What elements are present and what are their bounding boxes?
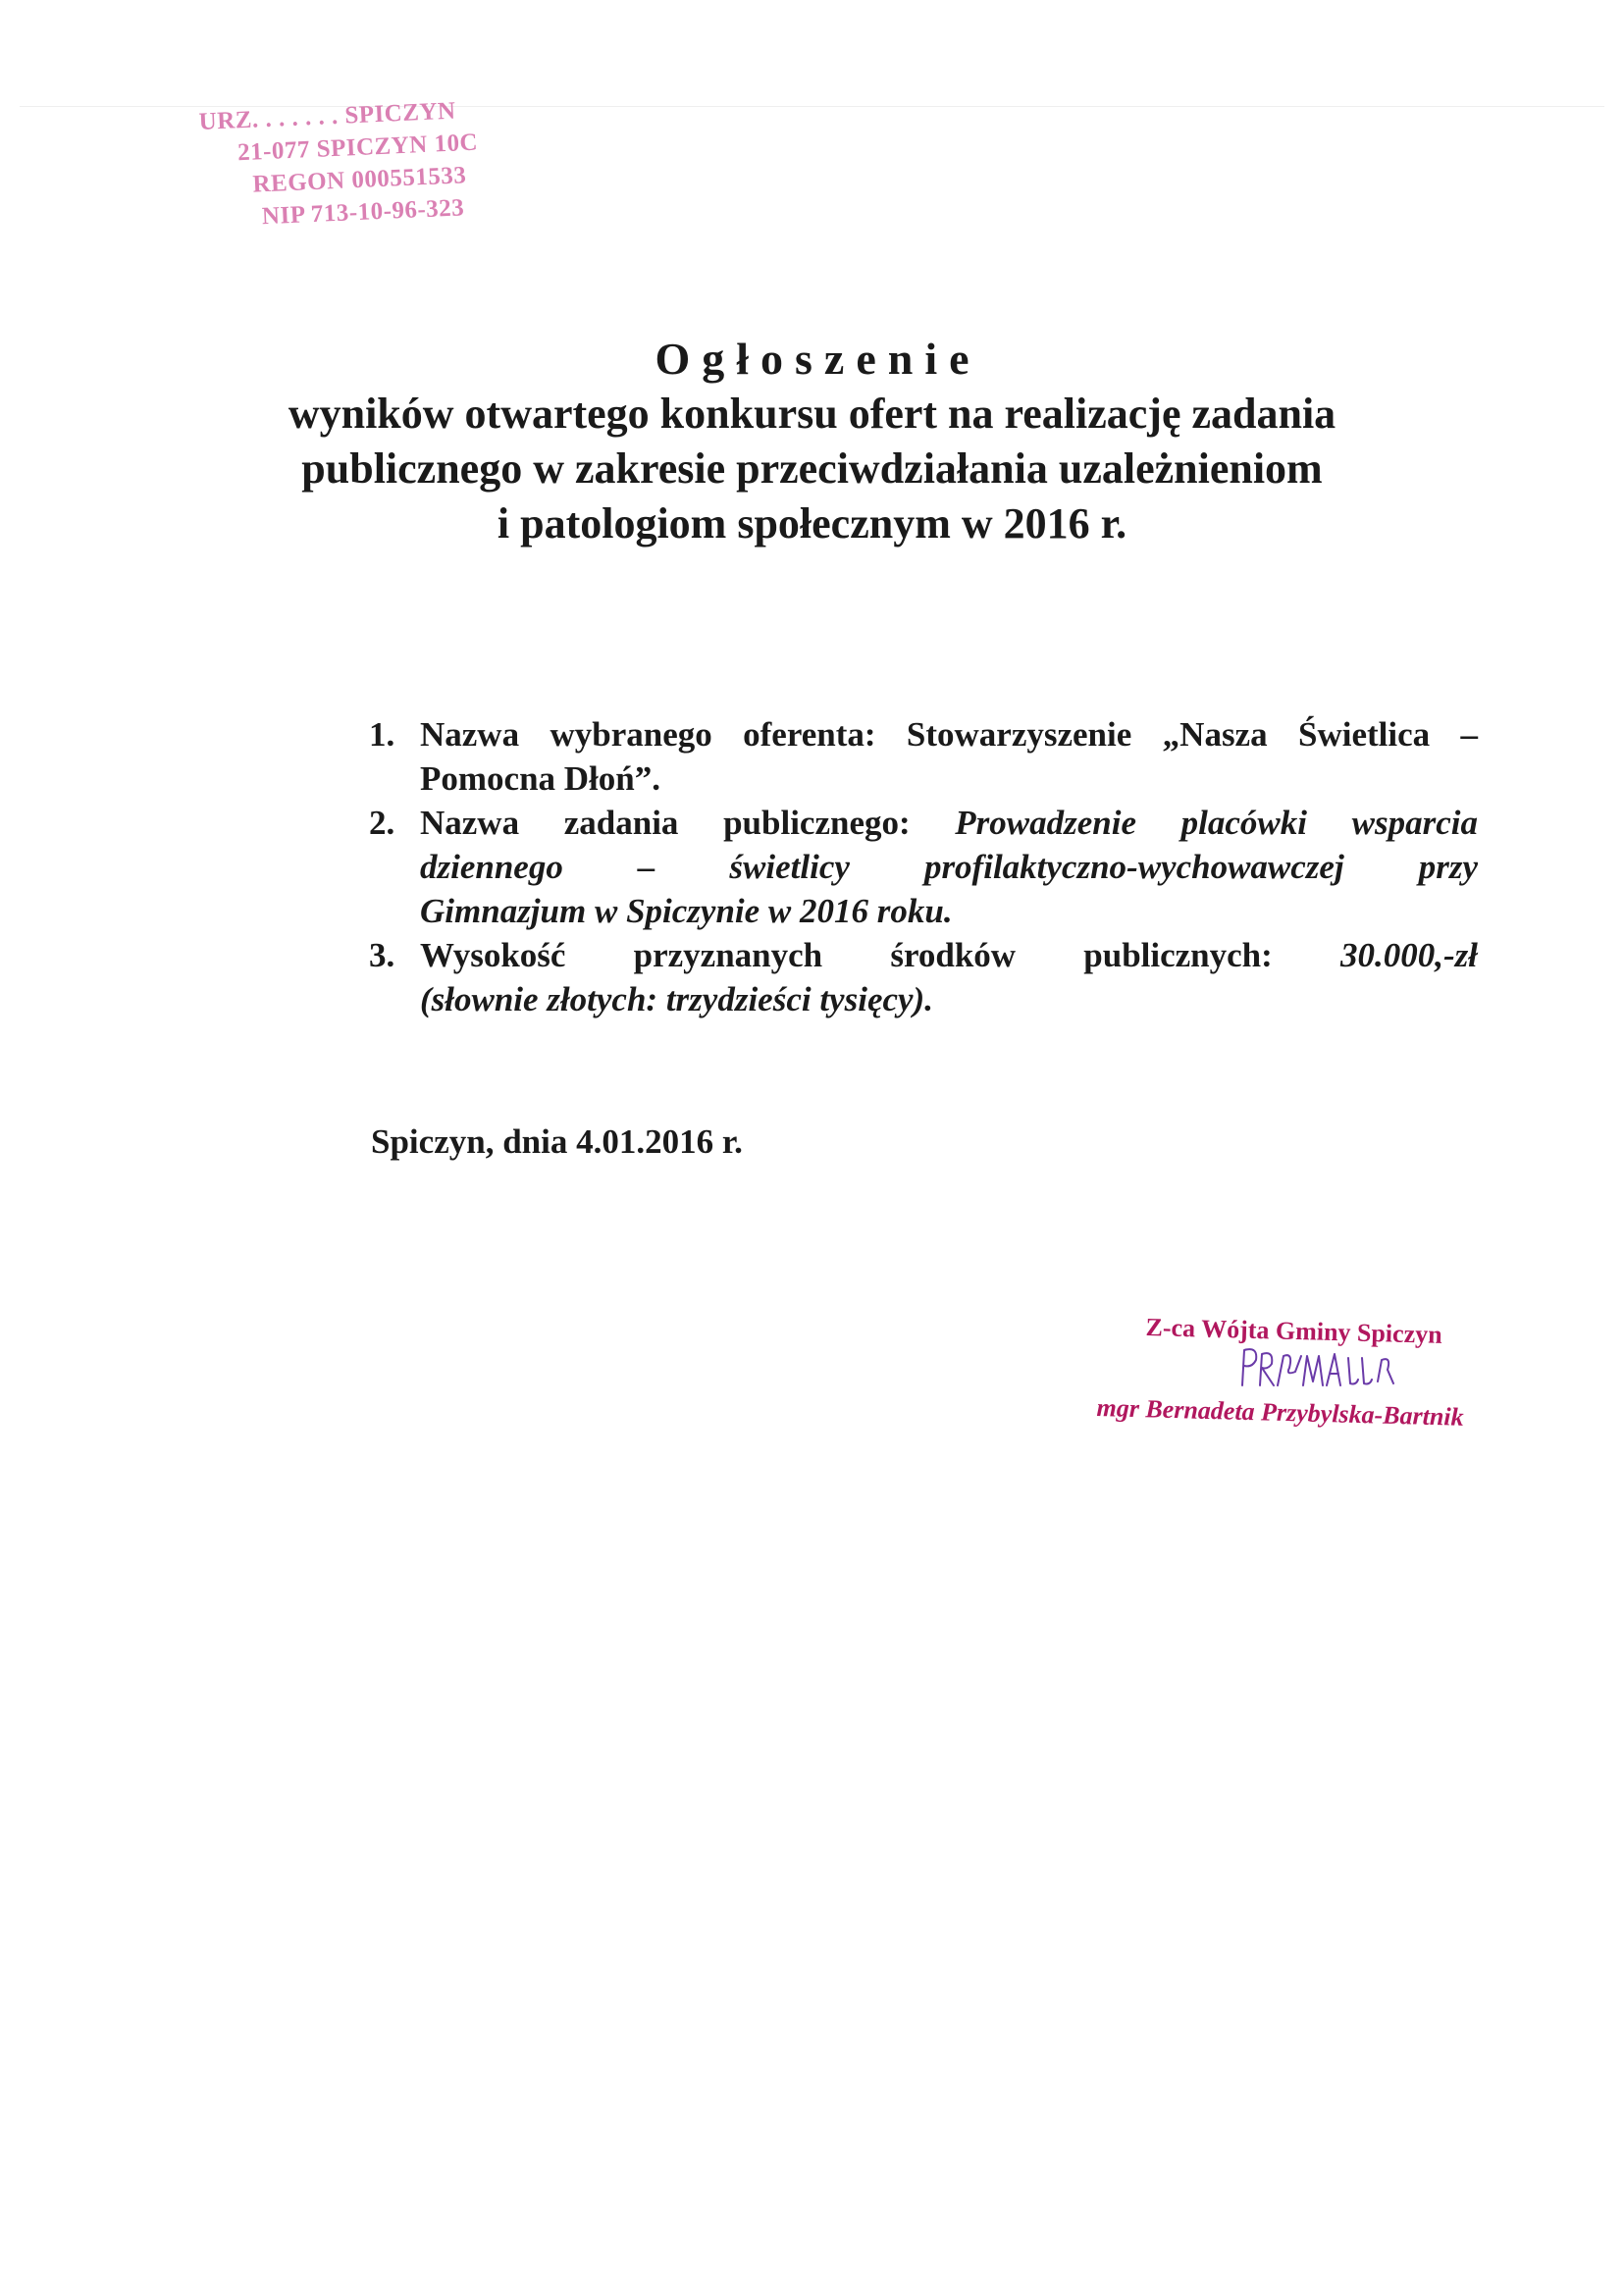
announcement-title	[0, 332, 1624, 551]
handwritten-signature	[1238, 1342, 1395, 1393]
stamp-line-nip: NIP 713-10-96-323	[261, 194, 465, 231]
title-heading: Ogłoszenie	[655, 334, 981, 384]
list-item-body	[420, 712, 1478, 801]
results-list	[369, 712, 1478, 1021]
task-lead: Nazwa zadania publicznego:	[420, 804, 911, 842]
signature-title: Z-ca Wójta Gminy Spiczyn	[1145, 1313, 1443, 1349]
offeror-line-1: Nazwa wybranego oferenta: Stowarzyszenie „Nasza Świetlica –	[420, 715, 1478, 754]
title-line-2: publicznego w zakresie przeciwdziałania uzależnieniom	[301, 444, 1323, 493]
list-item-funds	[369, 933, 1478, 1021]
funds-amount: 30.000,-zł	[1340, 936, 1478, 974]
list-item-offeror	[369, 712, 1478, 801]
stamp-line-address: 21-077 SPICZYN 10C	[236, 129, 479, 167]
task-name-start: Prowadzenie placówki wsparcia	[955, 804, 1478, 842]
funds-line-1	[420, 933, 1478, 977]
offeror-line-2: Pomocna Dłoń”.	[420, 759, 660, 798]
funds-lead: Wysokość przyznanych środków publicznych:	[420, 936, 1273, 974]
title-line-1: wyników otwartego konkursu ofert na realizację zadania	[288, 390, 1336, 438]
office-stamp	[198, 90, 556, 235]
stamp-line-office: URZ. . . . . . . SPICZYN	[198, 97, 457, 135]
task-line-3: Gimnazjum w Spiczynie w 2016 roku.	[420, 892, 953, 930]
list-number: 2.	[369, 804, 395, 842]
list-number: 1.	[369, 715, 395, 754]
task-line-1	[420, 801, 1478, 845]
stamp-line-regon: REGON 000551533	[251, 162, 467, 198]
list-item-body	[420, 933, 1478, 1021]
list-number: 3.	[369, 936, 395, 974]
list-item-task	[369, 801, 1478, 933]
funds-line-2: (słownie złotych: trzydzieści tysięcy).	[420, 980, 933, 1018]
title-line-3: i patologiom społecznym w 2016 r.	[497, 499, 1127, 547]
signature-name: mgr Bernadeta Przybylska-Bartnik	[1096, 1393, 1465, 1432]
list-item-body	[420, 801, 1478, 933]
place-and-date: Spiczyn, dnia 4.01.2016 r.	[371, 1122, 743, 1161]
task-line-2: dziennego – świetlicy profilaktyczno-wychowawczej przy	[420, 848, 1478, 886]
